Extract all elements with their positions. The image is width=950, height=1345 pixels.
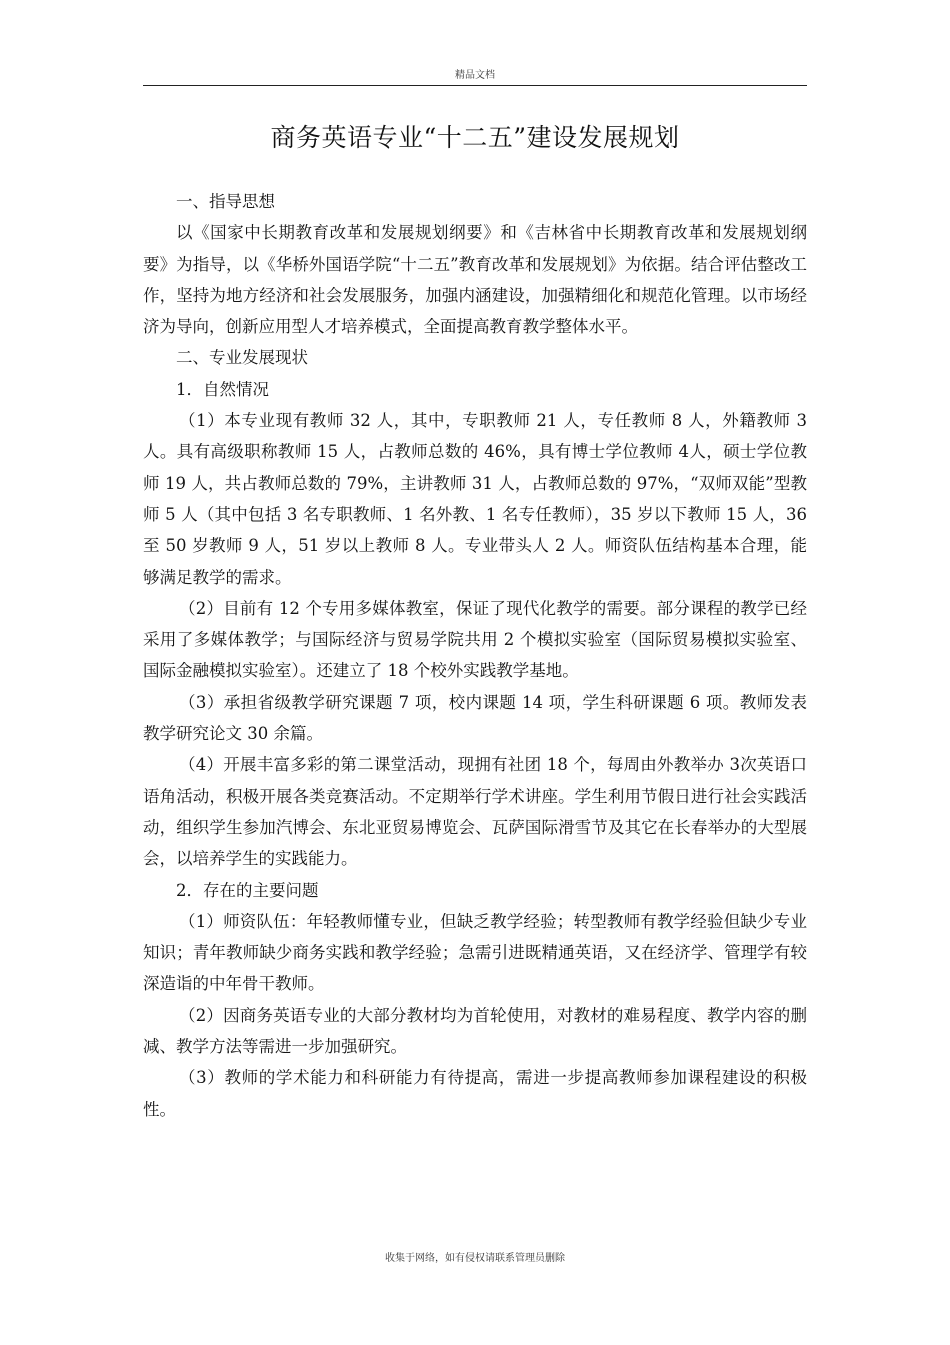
header-divider: [143, 85, 807, 86]
paragraph-faculty-status: （1）本专业现有教师 32 人，其中，专职教师 21 人，专任教师 8 人，外籍教师 3 人。具有高级职称教师 15 人，占教师总数的 46%，具有博士学位教师 4人，硕士学位教师 19 人，共占教师总数的 79%，主讲教师 31 人，占教师总数的 97%，“双师双能”型教师 5 人（其中包括 3 名专职教师、1 名外教、1 名专任教师），35 岁以下教师 15 人，36 至 50 岁教师 9 人，51 岁以上教师 8 人。专业带头人 2 人。师资队伍结构基本合理，能够满足教学的需求。: [143, 411, 807, 587]
paragraph-activities: （4）开展丰富多彩的第二课堂活动，现拥有社团 18 个，每周由外教举办 3次英语口语角活动，积极开展各类竞赛活动。不定期举行学术讲座。学生利用节假日进行社会实践活动，组织学生参加汽博会、东北亚贸易博览会、瓦萨国际滑雪节及其它在长春举办的大型展会，以培养学生的实践能力。: [143, 755, 807, 869]
paragraph-problem-faculty: （1）师资队伍：年轻教师懂专业，但缺乏教学经验；转型教师有教学经验但缺少专业知识；青年教师缺少商务实践和教学经验；急需引进既精通英语，又在经济学、管理学有较深造诣的中年骨干教师。: [143, 911, 807, 994]
paragraph-guiding-ideology: 以《国家中长期教育改革和发展规划纲要》和《吉林省中长期教育改革和发展规划纲要》为指导，以《华桥外国语学院“十二五”教育改革和发展规划》为依据。结合评估整改工作，坚持为地方经济和社会发展服务，加强内涵建设，加强精细化和规范化管理。以市场经济为导向，创新应用型人才培养模式，全面提高教育教学整体水平。: [143, 223, 807, 337]
subsection-heading-natural-situation: 1．自然情况: [176, 379, 269, 399]
section-heading-development-status: 二、专业发展现状: [176, 348, 308, 368]
paragraph-research: （3）承担省级教学研究课题 7 项，校内课题 14 项，学生科研课题 6 项。教师发表教学研究论文 30 余篇。: [143, 692, 807, 744]
page-footer-note: 收集于网络，如有侵权请联系管理员删除: [385, 1253, 565, 1264]
document-title: 商务英语专业“十二五”建设发展规划: [270, 123, 680, 152]
page-header-label: 精品文档: [455, 70, 495, 81]
paragraph-facilities: （2）目前有 12 个专用多媒体教室，保证了现代化教学的需要。部分课程的教学已经采用了多媒体教学；与国际经济与贸易学院共用 2 个模拟实验室（国际贸易模拟实验室、国际金融模拟实验室）。还建立了 18 个校外实践教学基地。: [143, 598, 807, 681]
document-body: [143, 186, 807, 1125]
section-heading-guiding-ideology: 一、指导思想: [176, 192, 275, 211]
paragraph-problem-textbooks: （2）因商务英语专业的大部分教材均为首轮使用，对教材的难易程度、教学内容的删减、教学方法等需进一步加强研究。: [143, 1005, 807, 1057]
subsection-heading-main-problems: 2．存在的主要问题: [176, 880, 319, 900]
paragraph-problem-research-ability: （3）教师的学术能力和科研能力有待提高，需进一步提高教师参加课程建设的积极性。: [143, 1068, 807, 1119]
